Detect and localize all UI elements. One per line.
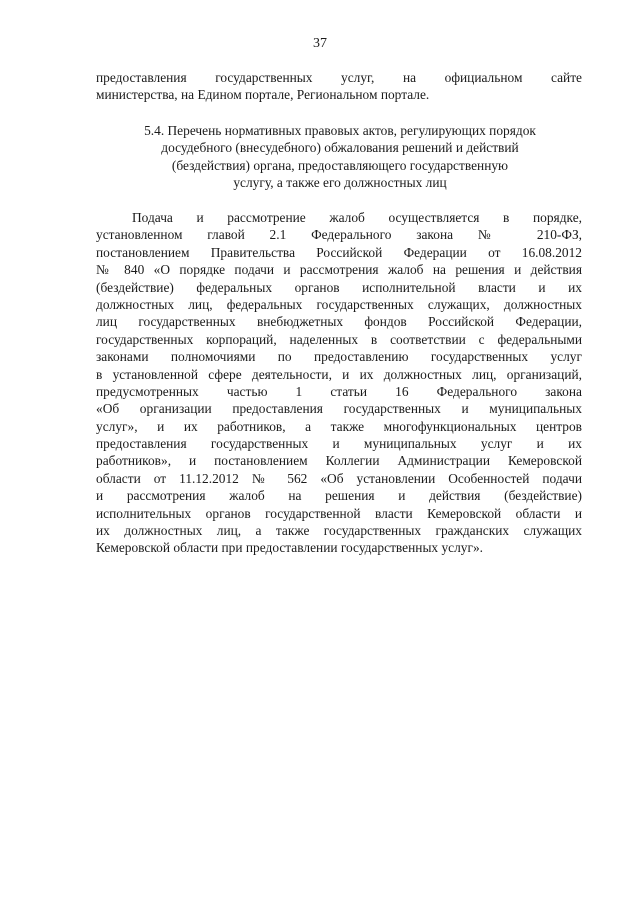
body-paragraph [96,209,582,557]
paragraph-line: и рассмотрения жалоб на решения и действия (бездействие) [96,488,582,504]
paragraph-line: (бездействие) федеральных органов исполнительной власти и их [96,279,582,295]
paragraph-line: законами полномочиями по предоставлению государственных услуг [96,349,582,365]
heading-line: (бездействия) органа, предоставляющего государственную [171,157,509,173]
section-heading [100,122,580,192]
paragraph-line: предусмотренных частью 1 статьи 16 Федерального закона [96,383,582,399]
paragraph-line: услуг», и их работников, а также многофункциональных центров [96,418,582,434]
heading-line: 5.4. Перечень нормативных правовых актов, регулирующих порядок [144,123,536,138]
page-number: 37 [313,36,327,51]
paragraph-line: постановлением Правительства Российской Федерации от 16.08.2012 [96,244,582,260]
paragraph-line: «Об организации предоставления государственных и муниципальных [96,401,582,417]
paragraph-line: должностных лиц, федеральных государственных служащих, должностных [96,296,582,312]
paragraph-line: области от 11.12.2012 № 562 «Об установлении Особенностей подачи [96,470,582,486]
paragraph-line: установленном главой 2.1 Федерального закона № 210-ФЗ, [96,227,582,243]
heading-line: досудебного (внесудебного) обжалования решений и действий [161,140,519,156]
paragraph-line: предоставления государственных услуг, на официальном сайте [96,70,582,85]
paragraph-line: в установленной сфере деятельности, и их должностных лиц, организаций, [96,366,582,382]
intro-paragraph [96,69,582,104]
paragraph-line: лиц государственных внебюджетных фондов Российской Федерации, [96,314,582,330]
paragraph-line: Подача и рассмотрение жалоб осуществляется в порядке, [132,210,582,225]
paragraph-line: министерства, на Едином портале, Региональном портале. [96,87,430,103]
paragraph-line: их должностных лиц, а также государственных гражданских служащих [96,523,582,539]
paragraph-line: исполнительных органов государственной власти Кемеровской области и [96,505,582,521]
heading-line: услугу, а также его должностных лиц [233,175,447,191]
paragraph-line: № 840 «О порядке подачи и рассмотрения жалоб на решения и действия [96,262,582,278]
paragraph-line: работников», и постановлением Коллегии Администрации Кемеровской [96,453,582,469]
paragraph-line: предоставления государственных и муниципальных услуг и их [96,436,582,452]
paragraph-line: Кемеровской области при предоставлении государственных услуг». [96,540,484,556]
paragraph-line: государственных корпораций, наделенных в соответствии с федеральными [96,331,582,347]
